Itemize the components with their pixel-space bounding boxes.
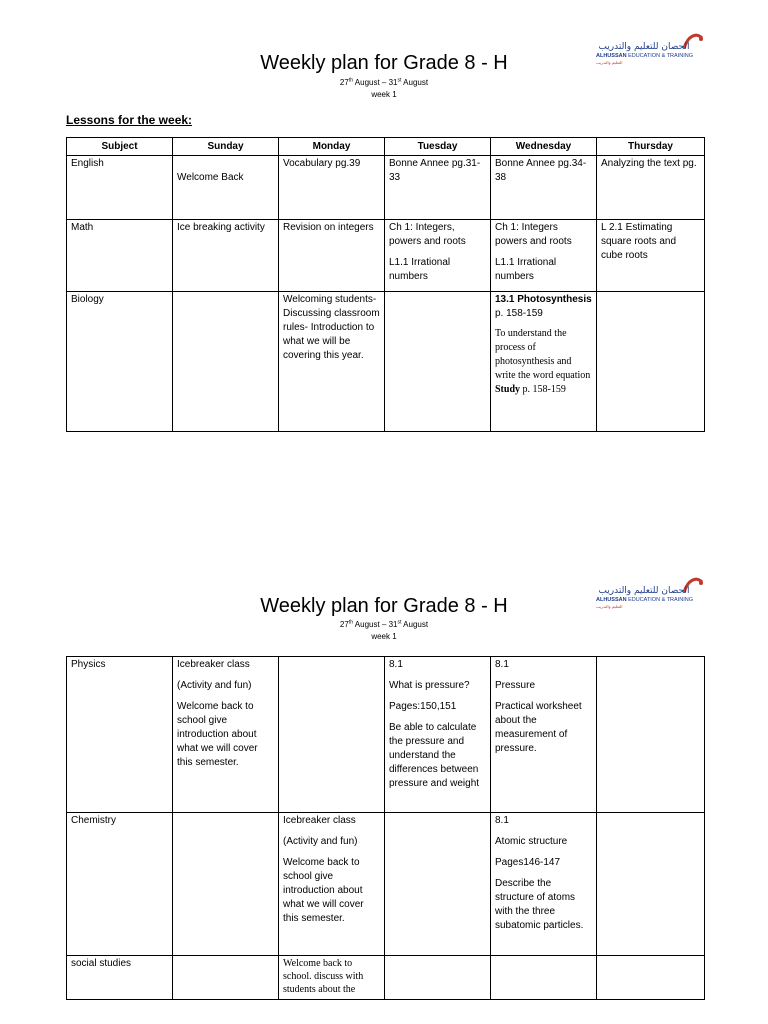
table-row-chemistry <box>67 813 705 956</box>
cell-thursday <box>597 956 705 1000</box>
alhussan-logo <box>596 32 706 66</box>
table-header-row <box>67 138 705 156</box>
logo-english-text: ALHUSSAN EDUCATION & TRAINING <box>596 597 693 603</box>
cell-thursday <box>597 657 705 813</box>
logo-english-text: ALHUSSAN EDUCATION & TRAINING <box>596 53 693 59</box>
table-row-physics <box>67 657 705 813</box>
table-row-english <box>67 156 705 220</box>
cell-tuesday: Bonne Annee pg.31-33 <box>385 156 491 220</box>
cell-sunday: Icebreaker class (Activity and fun) Welcome back to school give introduction about what we will cover this semester. <box>173 657 279 813</box>
cell-tuesday <box>385 956 491 1000</box>
cell-sunday <box>173 292 279 432</box>
cell-thursday: L 2.1 Estimating square roots and cube roots <box>597 220 705 292</box>
cell-subject: social studies <box>67 956 173 1000</box>
header-monday: Monday <box>279 138 385 156</box>
cell-wednesday: Bonne Annee pg.34-38 <box>491 156 597 220</box>
logo-arabic-text: الحصان للتعليم والتدريب <box>598 586 690 596</box>
cell-tuesday: 8.1 What is pressure? Pages:150,151 Be able to calculate the pressure and understand the differences between pressure and weight <box>385 657 491 813</box>
cell-wednesday <box>491 956 597 1000</box>
table-row-social-studies <box>67 956 705 1000</box>
cell-wednesday: 13.1 Photosynthesis p. 158-159 To understand the process of photosynthesis and write the word equation Study p. 158-159 <box>491 292 597 432</box>
page-title: Weekly plan for Grade 8 - H <box>260 595 508 617</box>
cell-sunday <box>173 813 279 956</box>
cell-subject: Physics <box>67 657 173 813</box>
date-range: 27th August – 31st August <box>339 77 429 87</box>
logo-tagline: التعليم والتدريب <box>596 60 623 65</box>
cell-monday: Icebreaker class (Activity and fun) Welcome back to school give introduction about what we will cover this semester. <box>279 813 385 956</box>
header-wednesday: Wednesday <box>491 138 597 156</box>
cell-thursday <box>597 292 705 432</box>
cell-monday: Welcoming students- Discussing classroom rules- Introduction to what we will be covering this year. <box>279 292 385 432</box>
cell-subject: Chemistry <box>67 813 173 956</box>
cell-monday: Welcome back to school. discuss with students about the <box>279 956 385 1000</box>
weekly-plan-table-1 <box>66 137 705 432</box>
lessons-heading: Lessons for the week: <box>66 113 193 127</box>
cell-subject: Math <box>67 220 173 292</box>
cell-sunday <box>173 956 279 1000</box>
cell-tuesday <box>385 813 491 956</box>
logo-tagline: التعليم والتدريب <box>596 604 623 609</box>
cell-subject: English <box>67 156 173 220</box>
week-label: week 1 <box>371 632 397 641</box>
cell-subject: Biology <box>67 292 173 432</box>
cell-monday: Vocabulary pg.39 <box>279 156 385 220</box>
cell-wednesday: 8.1 Atomic structure Pages146-147 Describe the structure of atoms with the three subatomic particles. <box>491 813 597 956</box>
cell-thursday: Analyzing the text pg. <box>597 156 705 220</box>
header-thursday: Thursday <box>597 138 705 156</box>
header-subject: Subject <box>67 138 173 156</box>
table-row-math <box>67 220 705 292</box>
cell-monday: Revision on integers <box>279 220 385 292</box>
header-sunday: Sunday <box>173 138 279 156</box>
cell-thursday <box>597 813 705 956</box>
cell-wednesday: Ch 1: Integers powers and roots L1.1 Irrational numbers <box>491 220 597 292</box>
logo-arabic-text: الحصان للتعليم والتدريب <box>598 42 690 52</box>
cell-monday <box>279 657 385 813</box>
header-tuesday: Tuesday <box>385 138 491 156</box>
cell-tuesday <box>385 292 491 432</box>
table-row-biology <box>67 292 705 432</box>
weekly-plan-table-2 <box>66 656 705 1000</box>
page-title: Weekly plan for Grade 8 - H <box>260 52 508 74</box>
cell-sunday: Welcome Back <box>173 156 279 220</box>
week-label: week 1 <box>371 90 397 99</box>
date-range: 27th August – 31st August <box>339 619 429 629</box>
cell-sunday: Ice breaking activity <box>173 220 279 292</box>
cell-tuesday: Ch 1: Integers, powers and roots L1.1 Irrational numbers <box>385 220 491 292</box>
cell-wednesday: 8.1 Pressure Practical worksheet about the measurement of pressure. <box>491 657 597 813</box>
alhussan-logo <box>596 576 706 610</box>
